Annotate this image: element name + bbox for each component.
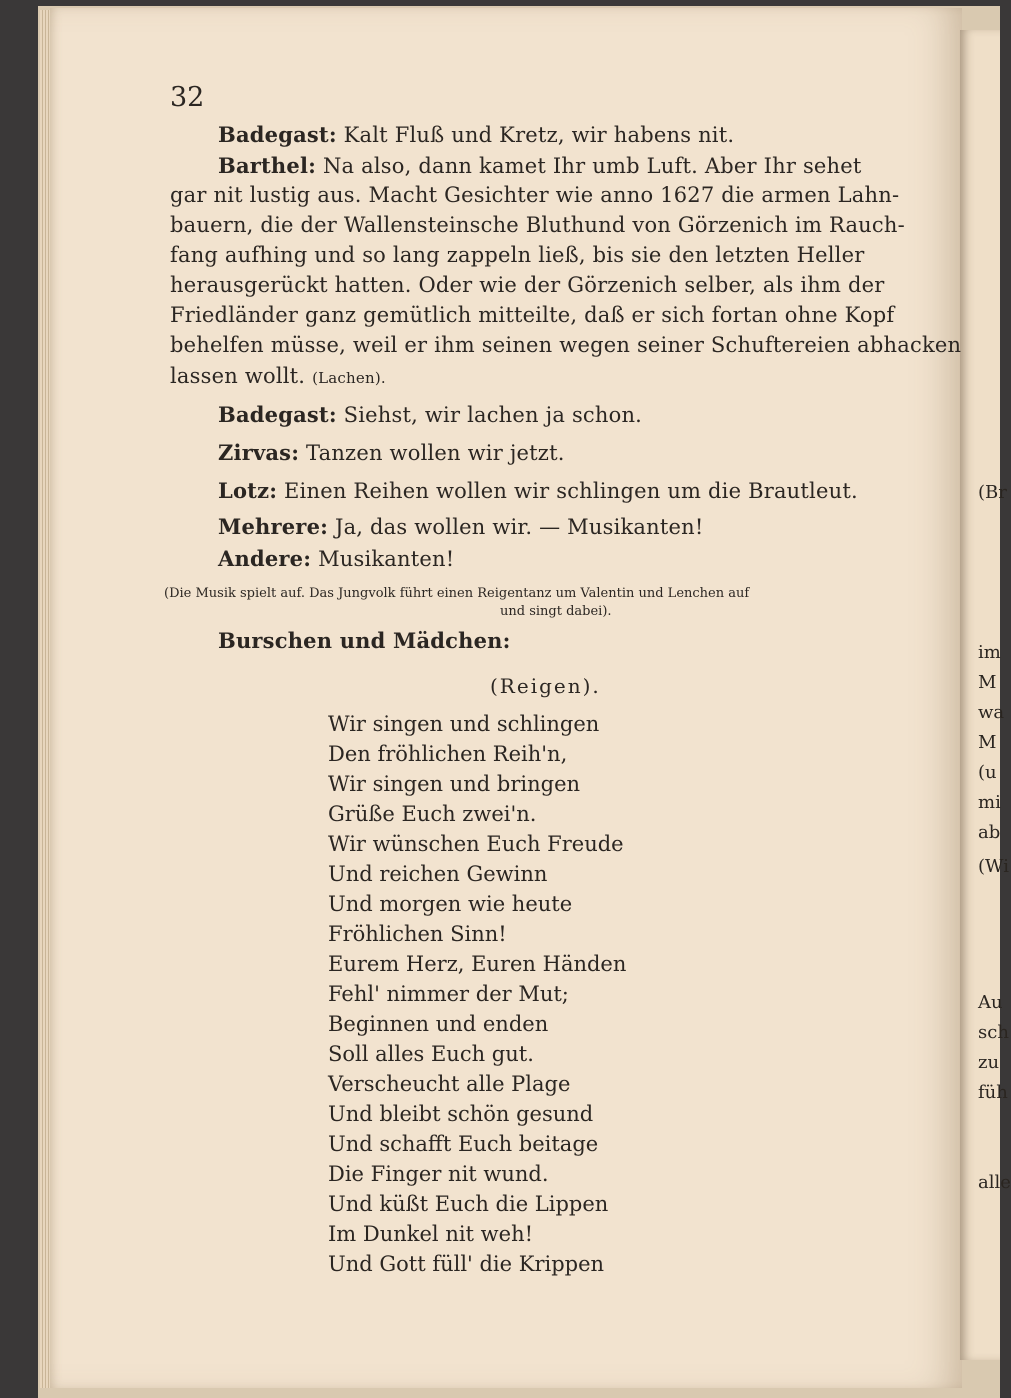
dialogue-text: bauern, die der Wallensteinsche Bluthund von Görzenich im Rauch- [170, 213, 905, 237]
verse-line: Und Gott füll' die Krippen [328, 1252, 605, 1276]
stage-note: (Lachen). [312, 369, 386, 387]
verse-line: Wir singen und schlingen [328, 712, 600, 736]
next-page-fragment: mi [978, 792, 1001, 813]
song-speaker: Burschen und Mädchen: [218, 628, 511, 653]
verse-line: Grüße Euch zwei'n. [328, 802, 537, 826]
dialogue-text: herausgerückt hatten. Oder wie der Görzenich selber, als ihm der [170, 273, 885, 297]
dialogue-line [218, 478, 858, 503]
dialogue-text: Ja, das wollen wir. — Musikanten! [328, 515, 704, 539]
next-page-fragment: Au [978, 992, 1003, 1013]
next-page-fragment: sch [978, 1022, 1009, 1043]
dialogue-line [170, 333, 961, 357]
next-page-fragment: im [978, 642, 1001, 663]
speaker-name: Badegast: [218, 122, 337, 147]
verse-line: Und schafft Euch beitage [328, 1132, 599, 1156]
dialogue-line [218, 546, 454, 571]
dialogue-line [218, 440, 565, 465]
speaker-name: Mehrere: [218, 514, 329, 539]
dialogue-text: fang aufhing und so lang zappeln ließ, bis sie den letzten Heller [170, 243, 865, 267]
next-page-fragment: wa [978, 702, 1005, 723]
dialogue-line [170, 364, 386, 388]
next-page-fragment: füh [978, 1082, 1008, 1103]
next-page-fragment: (Wi [978, 856, 1009, 877]
dialogue-line [170, 303, 894, 327]
verse-line: Fehl' nimmer der Mut; [328, 982, 569, 1006]
dialogue-text: Friedländer ganz gemütlich mitteilte, daß er sich fortan ohne Kopf [170, 303, 895, 327]
next-page-fragment: ab [978, 822, 1001, 843]
verse-line: Wir wünschen Euch Freude [328, 832, 624, 856]
dialogue-line [218, 402, 642, 427]
verse-line: Eurem Herz, Euren Händen [328, 952, 627, 976]
dialogue-text: Musikanten! [311, 547, 455, 571]
dialogue-line [218, 122, 734, 147]
next-page-fragment: M [978, 732, 997, 753]
speaker-name: Zirvas: [218, 440, 300, 465]
dialogue-text: behelfen müsse, weil er ihm seinen wegen seiner Schuftereien abhacken [170, 333, 962, 357]
verse-line: Und reichen Gewinn [328, 862, 548, 886]
next-page-edge [960, 30, 1011, 1360]
verse-line: Und morgen wie heute [328, 892, 573, 916]
speaker-name: Lotz: [218, 478, 278, 503]
dialogue-text: gar nit lustig aus. Macht Gesichter wie anno 1627 die armen Lahn- [170, 183, 900, 207]
dialogue-text: Tanzen wollen wir jetzt. [299, 441, 565, 465]
dialogue-line [170, 273, 885, 297]
stage-direction: und singt dabei). [500, 604, 612, 619]
verse-line: Und küßt Euch die Lippen [328, 1192, 609, 1216]
verse-line: Verscheucht alle Plage [328, 1072, 571, 1096]
dialogue-text: Einen Reihen wollen wir schlingen um die Brautleut. [277, 479, 858, 503]
verse-line: Die Finger nit wund. [328, 1162, 549, 1186]
next-page-fragment: zu [978, 1052, 1000, 1073]
next-page-fragment: (Br [978, 482, 1007, 503]
next-page-fragment: (u [978, 762, 997, 783]
dialogue-line [170, 213, 905, 237]
verse-line: Fröhlichen Sinn! [328, 922, 507, 946]
verse-line: Und bleibt schön gesund [328, 1102, 594, 1126]
verse-line: Wir singen und bringen [328, 772, 581, 796]
dialogue-text: lassen wollt. [170, 364, 313, 388]
song-title: (Reigen). [490, 674, 601, 698]
verse-line: Im Dunkel nit weh! [328, 1222, 534, 1246]
dialogue-line [170, 183, 899, 207]
dialogue-text: Siehst, wir lachen ja schon. [336, 403, 643, 427]
next-page-fragment: alle [978, 1172, 1011, 1193]
speaker-name: Badegast: [218, 402, 337, 427]
verse-line: Soll alles Euch gut. [328, 1042, 534, 1066]
verse-line: Den fröhlichen Reih'n, [328, 742, 568, 766]
dialogue-text: Kalt Fluß und Kretz, wir habens nit. [336, 123, 735, 147]
speaker-name: Barthel: [218, 153, 317, 178]
next-page-fragment: M [978, 672, 997, 693]
verse-line: Beginnen und enden [328, 1012, 549, 1036]
page-number: 32 [170, 82, 205, 113]
dialogue-text: Na also, dann kamet Ihr umb Luft. Aber Ihr sehet [316, 154, 862, 178]
speaker-name: Andere: [218, 546, 312, 571]
dialogue-line [218, 514, 704, 539]
dialogue-line [218, 153, 862, 178]
dialogue-line [170, 243, 864, 267]
stage-direction: (Die Musik spielt auf. Das Jungvolk führt einen Reigentanz um Valentin und Lenchen auf [164, 586, 750, 601]
